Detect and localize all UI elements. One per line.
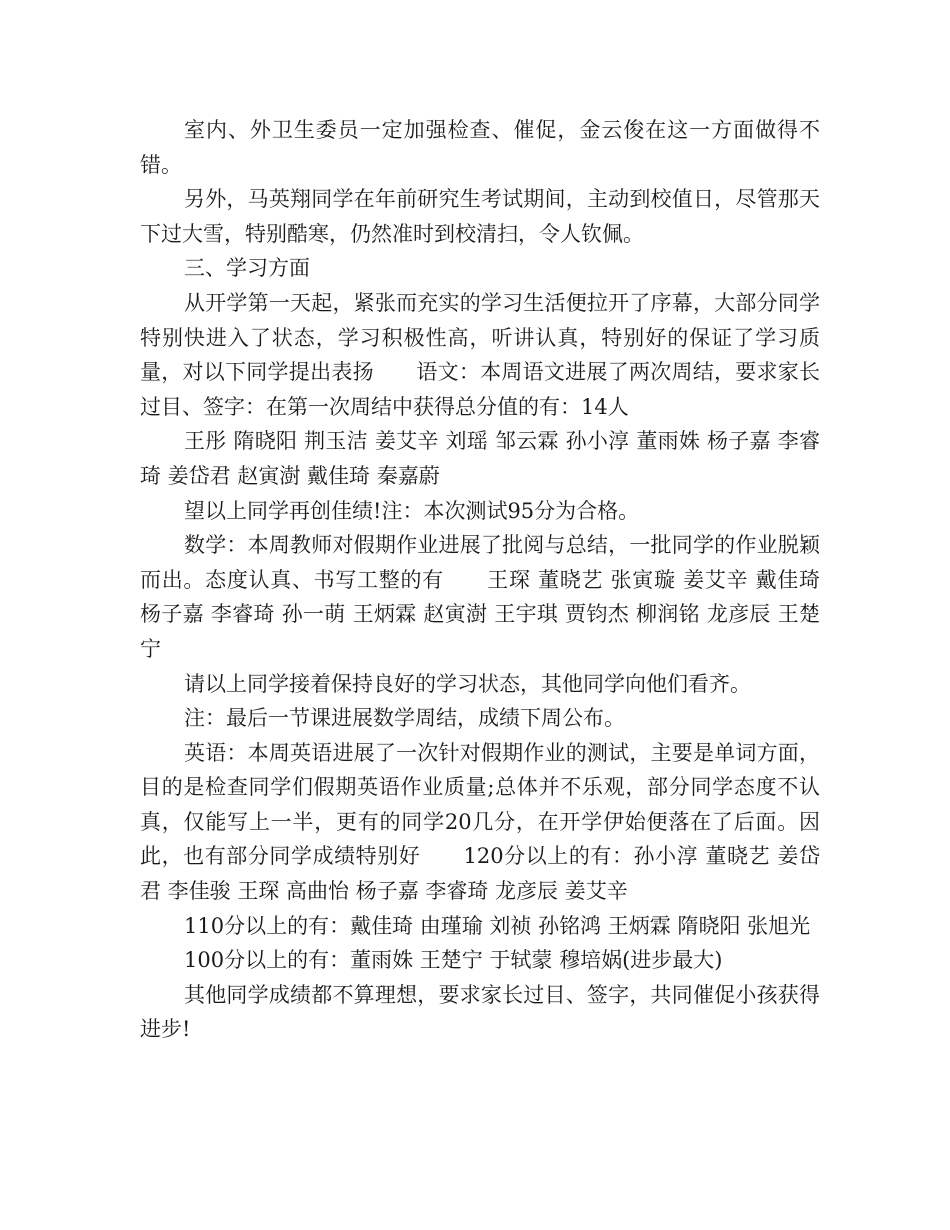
paragraph-chinese-names: 王彤 隋晓阳 荆玉洁 姜艾辛 刘瑶 邹云霖 孙小淳 董雨姝 杨子嘉 李睿琦 姜岱君 赵寅澍 戴佳琦 秦嘉蔚 (140, 429, 820, 488)
paragraph-english-110: 110分以上的有：戴佳琦 由瑾瑜 刘祯 孙铭鸿 王炳霖 隋晓阳 张旭光 (184, 913, 811, 938)
paragraph-chinese-note: 望以上同学再创佳绩!注：本次测试95分为合格。 (184, 498, 640, 523)
paragraph-english-100: 100分以上的有：董雨姝 王楚宁 于轼蒙 穆培娲(进步最大) (184, 948, 723, 973)
paragraph-math-note: 注：最后一节课进展数学周结，成绩下周公布。 (184, 706, 625, 731)
paragraph-study-intro: 从开学第一天起，紧张而充实的学习生活便拉开了序幕，大部分同学特别快进入了状态，学习积极性高，听讲认真，特别好的保证了学习质量，对以下同学提出表扬 语文：本周语文进展了两次周结，要求家长过目、签字：在第一次周结中获得总分值的有：14人 (140, 290, 820, 419)
paragraph-math: 数学：本周教师对假期作业进展了批阅与总结，一批同学的作业脱颖而出。态度认真、书写工整的有 王琛 董晓艺 张寅璇 姜艾辛 戴佳琦 杨子嘉 李睿琦 孙一萌 王炳霖 赵寅澍 王宇琪 贾钧杰 柳润铭 龙彦辰 王楚宁 (140, 533, 820, 661)
paragraph-praise-ma: 另外，马英翔同学在年前研究生考试期间，主动到校值日，尽管那天下过大雪，特别酷寒，仍然准时到校清扫，令人钦佩。 (140, 187, 820, 246)
section-heading-study: 三、学习方面 (184, 256, 310, 281)
paragraph-english: 英语：本周英语进展了一次针对假期作业的测试，主要是单词方面，目的是检查同学们假期英语作业质量;总体并不乐观，部分同学态度不认真，仅能写上一半，更有的同学20几分，在开学伊始便落在了后面。因此，也有部分同学成绩特别好 120分以上的有：孙小淳 董晓艺 姜岱君 李佳骏 王琛 高曲怡 杨子嘉 李睿琦 龙彦辰 姜艾辛 (140, 740, 820, 904)
paragraph-closing: 其他同学成绩都不算理想，要求家长过目、签字，共同催促小孩获得进步! (140, 982, 820, 1042)
paragraph-math-encourage: 请以上同学接着保持良好的学习状态，其他同学向他们看齐。 (184, 671, 751, 696)
document-body (140, 113, 820, 1047)
paragraph-hygiene: 室内、外卫生委员一定加强检查、催促，金云俊在这一方面做得不错。 (140, 118, 820, 177)
